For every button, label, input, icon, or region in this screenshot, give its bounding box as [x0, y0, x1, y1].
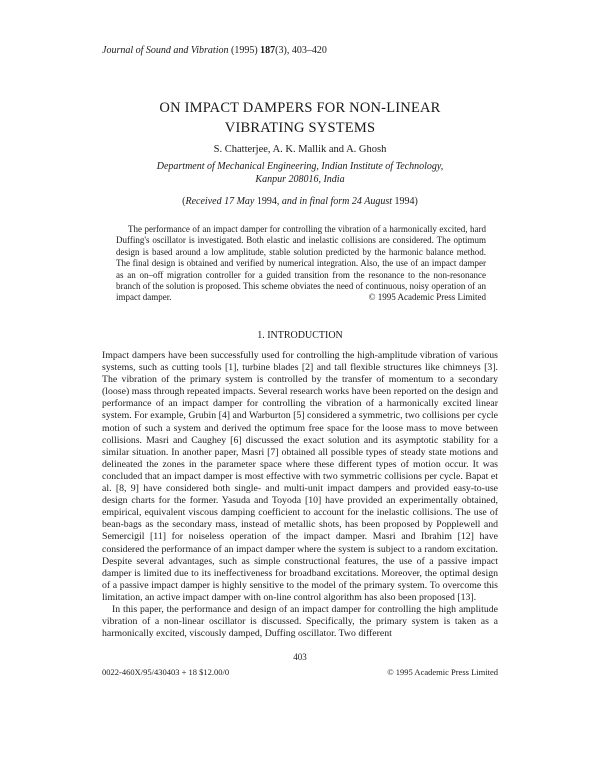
received-label: Received [185, 196, 222, 207]
journal-volume: 187 [260, 45, 276, 56]
affiliation-line-1: Department of Mechanical Engineering, Indian Institute of Technology, [156, 161, 444, 172]
section-heading-introduction: 1. INTRODUCTION [257, 330, 343, 341]
body-text [102, 350, 498, 640]
final-label: and in final form [281, 196, 350, 207]
title-line-1: ON IMPACT DAMPERS FOR NON-LINEAR [159, 100, 441, 116]
journal-pages: 403–420 [291, 45, 327, 56]
footer-copyright: © 1995 Academic Press Limited [387, 667, 498, 677]
received-dates: (Received 17 May 1994, and in final form 24 August 1994) [182, 196, 418, 207]
abstract-copyright: © 1995 Academic Press Limited [368, 292, 486, 302]
affiliation-line-2: Kanpur 208016, India [255, 174, 345, 185]
paragraph-1: Impact dampers have been successfully used for controlling the high-amplitude vibration of various systems, such as cutting tools [1], turbine blades [2] and tall flexible structures like chimneys [3]. The vibration of the primary system is controlled by the transfer of momentum to a secondary (loose) mass through repeated impacts. Several research works have been reported on the design and performance of an impact damper for controlling the vibration of a harmonically excited linear system. For example, Grubin [4] and Warburton [5] considered a symmetric, two collisions per cycle motion of such a system and derived the optimum free space for the loose mass to move between collisions. Masri and Caughey [6] discussed the exact solution and its asymptotic stability for a similar situation. In another paper, Masri [7] obtained all possible types of steady state motions and delineated the zones in the parameter space where these different types of motion occur. It was concluded that an impact damper is most effective with two symmetric collisions per cycle. Bapat et al. [8, 9] have considered both single- and multi-unit impact dampers and provided easy-to-use design charts for the former. Yasuda and Toyoda [10] have provided an experimentally obtained, empirical, equivalent viscous damping coefficient to account for the inelastic collisions. The use of bean-bags as the secondary mass, instead of metallic shots, has been proposed by Popplewell and Semercigil [11] for noiseless operation of the impact damper. Masri and Ibrahim [12] have considered the performance of an impact damper where the system is subject to a random excitation. Despite several advantages, such as simple constructional features, the use of a passive impact damper is limited due to its ineffectiveness for broadband excitations. Moreover, the optimal design of a passive impact damper is highly sensitive to the model of the primary system. To overcome this limitation, an active impact damper with on-line control algorithm has also been proposed [13]. [102, 350, 498, 603]
paper-title [102, 98, 498, 138]
abstract: The performance of an impact damper for controlling the vibration of a harmonically excited, hard Duffing's oscillator is investigated. Both elastic and inelastic collisions are considered. The optimum design is based around a low amplitude, stable solution predicted by the harmonic balance method. The final design is obtained and verified by numerical integration. Also, the use of an impact damper as an on–off migration controller for a guided transition from the resonance to the non-resonance branch of the solution is proposed. This scheme obviates the need of continuous, noisy operation of an impact damper. [116, 224, 486, 303]
journal-year: (1995) [230, 45, 258, 56]
paragraph-2: In this paper, the performance and design of an impact damper for controlling the high amplitude vibration of a non-linear oscillator is discussed. Specifically, the primary system is taken as a harmonically excited, viscously damped, Duffing oscillator. Two different [102, 603, 498, 640]
journal-issue: (3), [275, 45, 290, 56]
journal-citation [102, 45, 327, 56]
page-number: 403 [293, 652, 307, 662]
journal-name: Journal of Sound and Vibration [102, 45, 229, 56]
footer-code: 0022-460X/95/430403 + 18 $12.00/0 [102, 667, 230, 677]
authors: S. Chatterjee, A. K. Mallik and A. Ghosh [213, 144, 387, 155]
affiliation [102, 160, 498, 186]
title-line-2: VIBRATING SYSTEMS [224, 120, 376, 136]
